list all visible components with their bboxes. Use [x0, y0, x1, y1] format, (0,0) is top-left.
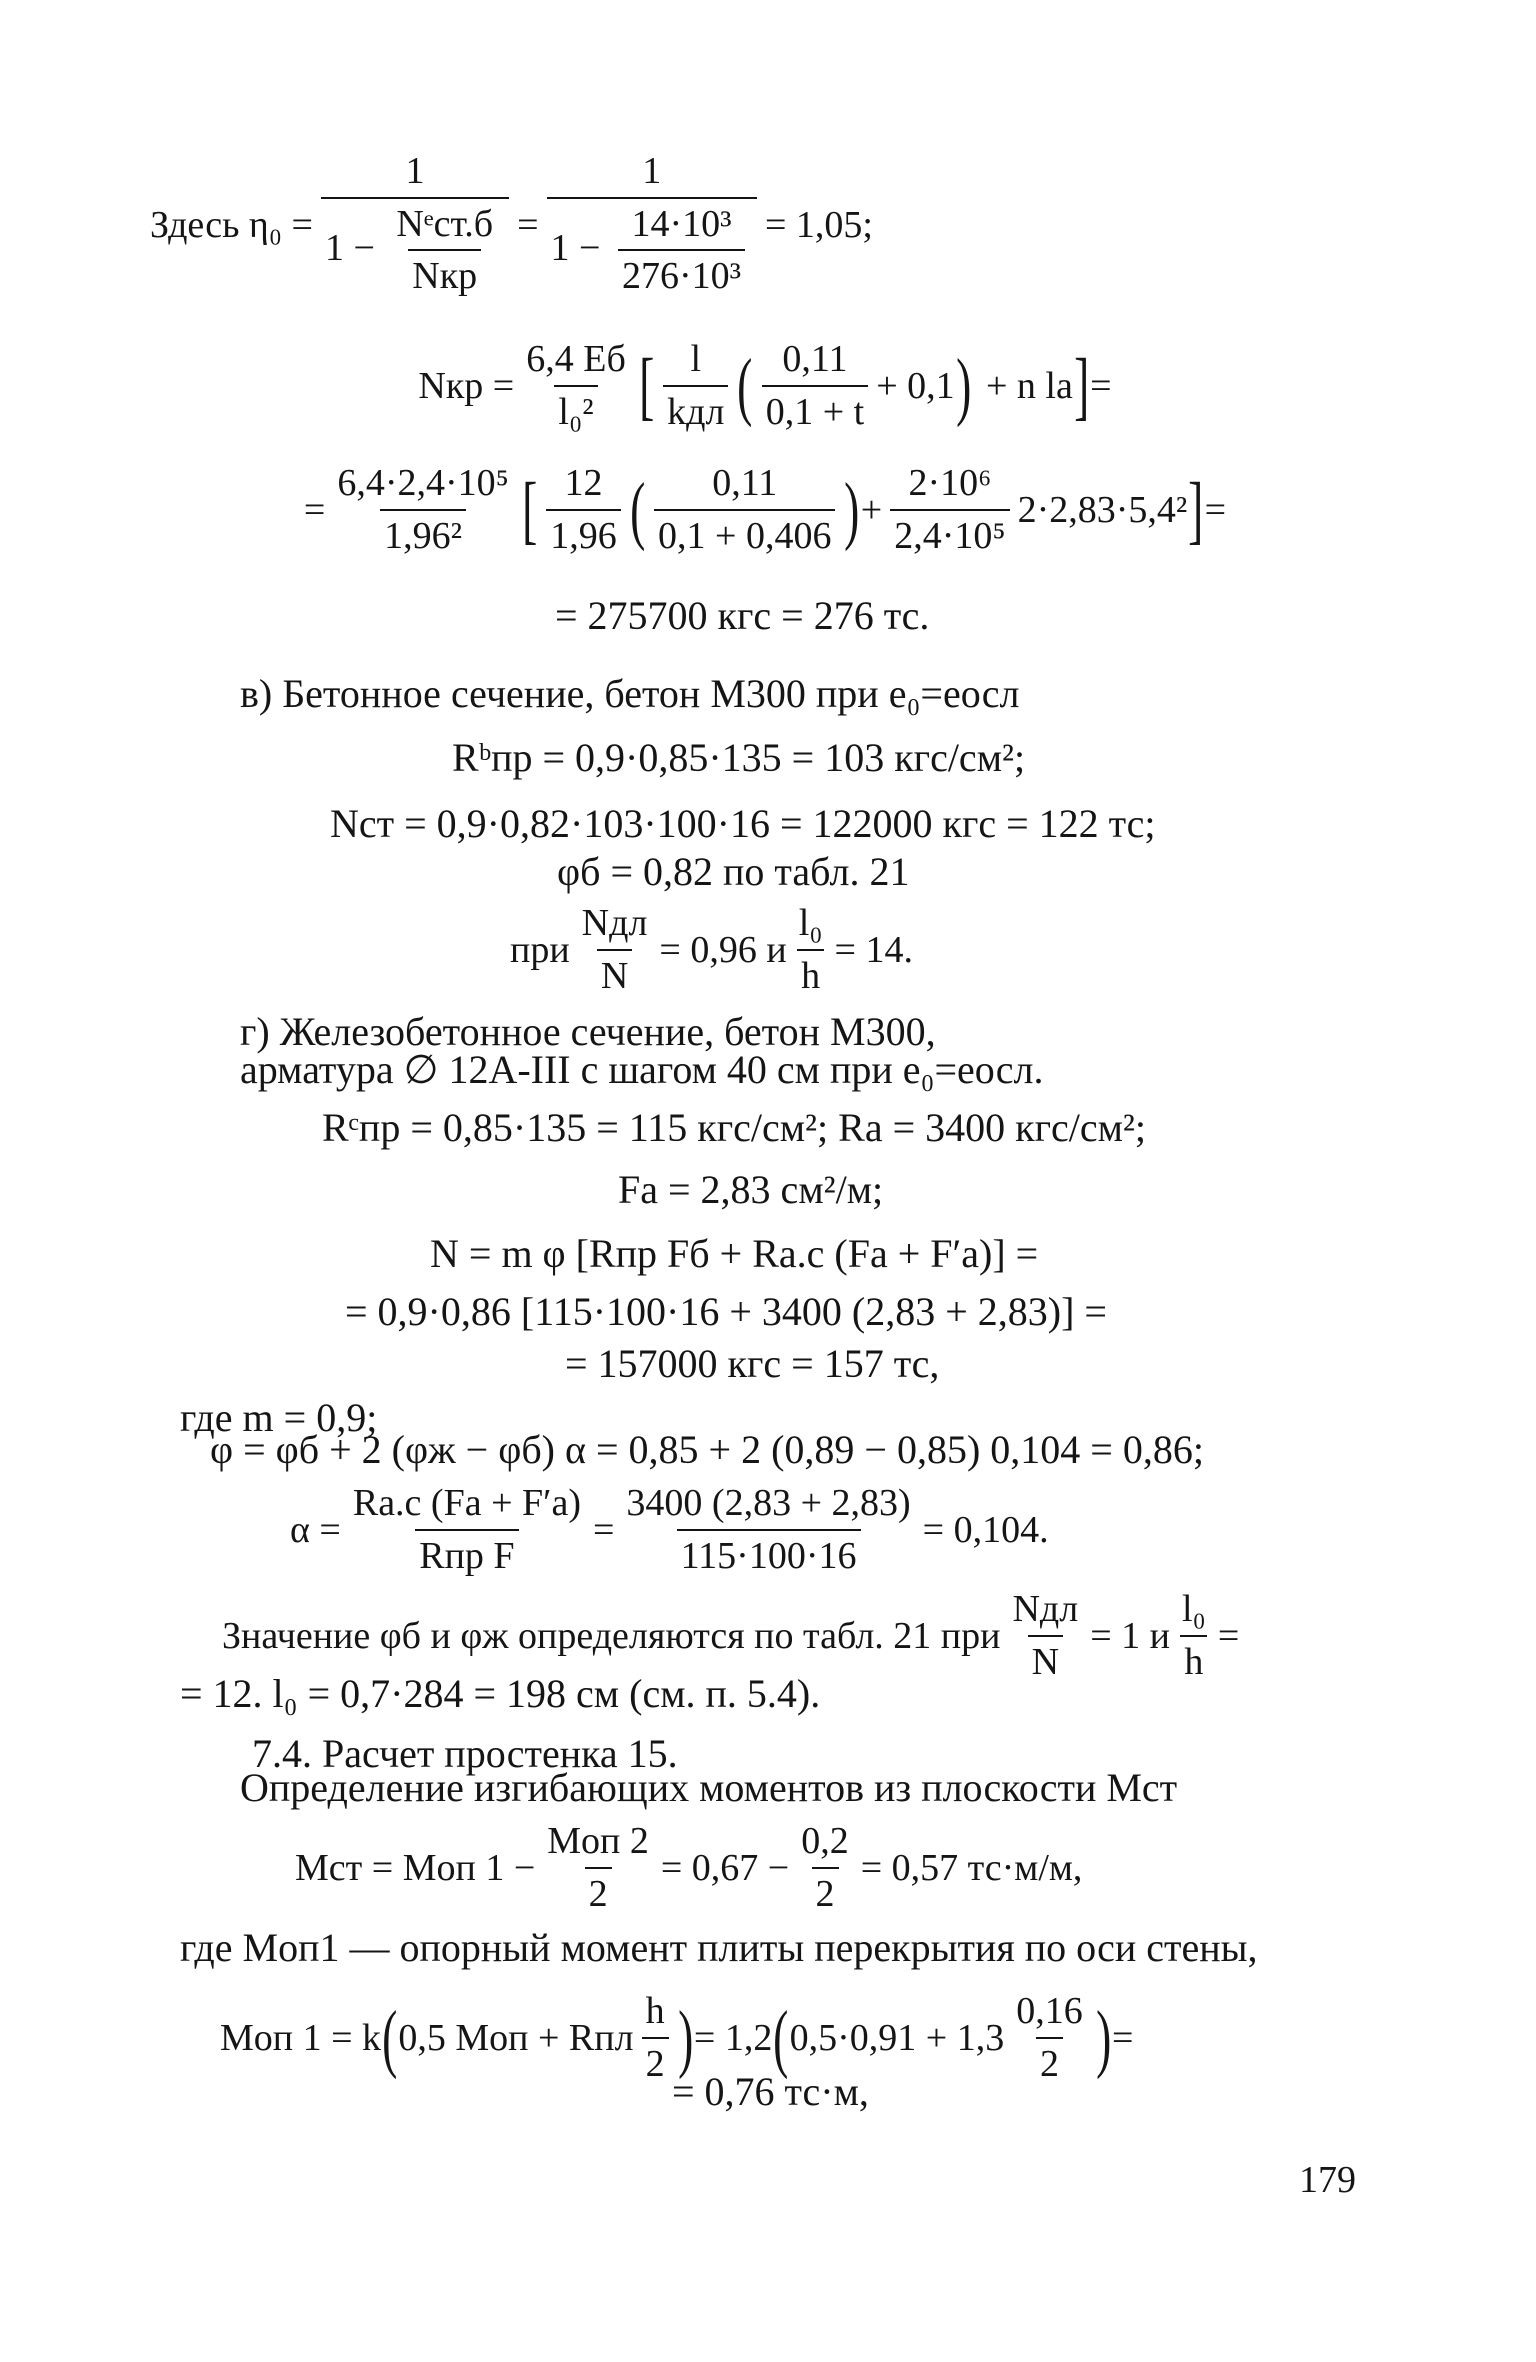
where-mop: где Mоп1 — опорный момент плиты перекрытия по оси стены, [180, 1925, 1258, 1970]
frac-den: h [1180, 1635, 1207, 1685]
frac-den [547, 197, 757, 299]
bracket-right: ] [1073, 343, 1090, 428]
bracket-right: ] [1188, 467, 1204, 552]
equals: = [592, 1509, 615, 1552]
frac-den-text: 1 − [550, 226, 601, 269]
eq-lhs: Mоп 1 = k [220, 2017, 382, 2060]
eq-term: = 0,104. [922, 1509, 1049, 1552]
equals: = [1112, 2017, 1134, 2060]
frac-num: l₀ [798, 902, 823, 944]
eq-eta-frac1 [321, 150, 509, 299]
eq-term: 2·2,83·5,4² [1017, 489, 1188, 532]
eq-term: 0,5 Mоп + Rпл [398, 2017, 634, 2060]
eq-ratio-condition [510, 902, 1110, 998]
eq-phi-b: φб = 0,82 по табл. 21 [557, 849, 910, 894]
paren-right: ) [677, 1995, 693, 2080]
frac-den: Nкр [408, 249, 481, 299]
section-7-4-heading: 7.4. Расчет простенка 15. [252, 1731, 678, 1776]
frac-den-text: 1 − [324, 226, 375, 269]
eq-eta-frac2 [547, 150, 757, 299]
frac-num: 3400 (2,83 + 2,83) [626, 1482, 911, 1524]
nested-frac [392, 203, 497, 299]
plus: + [860, 489, 883, 532]
eq-phi: φ = φб + 2 (φж − φб) α = 0,85 + 2 (0,89 − 0,85) 0,104 = 0,86; [210, 1427, 1204, 1472]
frac-num: Rа.с (Fа + F′а) [352, 1482, 581, 1524]
frac-num: 6,4 Eб [526, 338, 626, 380]
frac-den: kдл [663, 385, 728, 435]
frac-den: 2 [1036, 2037, 1063, 2087]
eq-term: + n lа [985, 365, 1073, 408]
frac [663, 338, 728, 434]
eq-term: + 0,1 [876, 365, 955, 408]
frac [795, 902, 827, 998]
nested-frac [618, 203, 745, 299]
eq-nst: Nст = 0,9·0,82·103·100·16 = 122000 кгс = 122 тс; [330, 801, 1156, 846]
eq-n-formula: N = m φ [Rпр Fб + Rа.с (Fа + F′а)] = [430, 1231, 1039, 1276]
eq-term: = 0,96 и [659, 929, 787, 972]
frac-num: Nᵉст.б [396, 202, 494, 245]
frac-den: 2 [585, 1867, 612, 1917]
frac [890, 462, 1009, 558]
frac [349, 1482, 585, 1578]
frac [654, 462, 835, 558]
eq-lead: при [510, 929, 570, 972]
frac-den: 2,4·10⁵ [890, 509, 1009, 559]
section-g-heading-2: арматура ∅ 12А-III с шагом 40 см при e₀=eосл. [240, 1047, 1044, 1092]
frac [1178, 1588, 1210, 1684]
frac-den: 276·10³ [618, 249, 745, 299]
eq-eta [150, 150, 1380, 299]
eq-l0: = 12. l₀ = 0,7·284 = 198 см (см. п. 5.4). [180, 1671, 821, 1716]
section-v-heading: в) Бетонное сечение, бетон М300 при e₀=eосл [240, 671, 1020, 716]
equals: = [517, 203, 539, 246]
page-number: 179 [1299, 2159, 1356, 2201]
eq-term: = 1 и [1090, 1615, 1170, 1658]
section-7-4-subheading: Определение изгибающих моментов из плоскости Mст [240, 1765, 1178, 1810]
where-m: где m = 0,9; [180, 1395, 378, 1440]
equals: = [1204, 489, 1227, 532]
eq-lhs: Mст = Mоп 1 − [295, 1847, 536, 1890]
frac-num: 1 [405, 150, 425, 192]
eq-ncr-numeric [170, 462, 1360, 558]
frac-den: h [797, 949, 824, 999]
frac-num: 0,2 [801, 1820, 849, 1862]
eq-term: = 0,67 − [660, 1847, 790, 1890]
eq-mop1-result: = 0,76 тс·м, [672, 2069, 869, 2114]
frac-den: 1,96 [546, 509, 621, 559]
bracket-left: [ [638, 343, 655, 428]
eq-alpha [290, 1482, 1290, 1578]
frac-den: Rпр F [415, 1529, 518, 1579]
frac [1012, 1990, 1087, 2086]
frac-num: Nдл [1012, 1588, 1079, 1630]
frac-num: l [690, 338, 702, 380]
frac-den: N [597, 949, 632, 999]
eq-lhs: Nкр = [418, 365, 515, 408]
frac-num: 0,16 [1016, 1990, 1083, 2032]
eq-lhs: α = [290, 1509, 341, 1552]
frac-den: 2 [642, 2037, 669, 2087]
frac-num: 1 [642, 150, 662, 192]
frac-den: 115·100·16 [677, 1529, 861, 1579]
frac [1008, 1588, 1082, 1684]
frac-num: Nдл [581, 902, 648, 944]
frac-den: 1,96² [380, 509, 466, 559]
paren-left: ( [773, 1995, 789, 2080]
frac-num: 12 [564, 462, 603, 504]
eq-term: = 1,2 [693, 2017, 773, 2060]
paren-right: ) [955, 343, 971, 428]
frac [543, 1820, 653, 1916]
frac-num: h [645, 1990, 665, 2032]
frac [622, 1482, 914, 1578]
eq-mst [295, 1820, 1295, 1916]
frac-num: 0,11 [712, 462, 778, 504]
eq-n-numeric: = 0,9·0,86 [115·100·16 + 3400 (2,83 + 2,83)] = [345, 1289, 1107, 1334]
frac [578, 902, 652, 998]
frac-den: 0,1 + t [762, 385, 869, 435]
frac-den [321, 197, 509, 299]
eq-term: = 0,57 тс·м/м, [860, 1847, 1083, 1890]
frac-den: 2 [812, 1867, 839, 1917]
eq-n-result: = 157000 кгс = 157 тс, [565, 1341, 940, 1386]
frac-num: l₀ [1182, 1588, 1206, 1630]
frac-num: Mоп 2 [547, 1820, 649, 1862]
frac-num: 0,11 [782, 338, 848, 380]
frac-den: N [1028, 1635, 1063, 1685]
section-g-heading: г) Железобетонное сечение, бетон М300, [240, 1009, 936, 1054]
paren-right: ) [1095, 1995, 1111, 2080]
eq-term: 0,5·0,91 + 1,3 [789, 2017, 1005, 2060]
frac [797, 1820, 853, 1916]
frac-num: 6,4·2,4·10⁵ [337, 462, 509, 504]
frac [546, 462, 621, 558]
frac-num: 14·10³ [631, 202, 732, 245]
eq-ncr-result: = 275700 кгс = 276 тс. [555, 593, 930, 638]
paren-left: ( [737, 343, 753, 428]
eq-rpr-b: Rᵇпр = 0,9·0,85·135 = 103 кгс/см²; [452, 735, 1026, 780]
eq-term: = 14. [834, 929, 913, 972]
paren-left: ( [382, 1995, 398, 2080]
eq-term: = [1217, 1615, 1240, 1658]
frac-den: l₀² [554, 385, 597, 435]
paren-left: ( [629, 467, 645, 552]
frac [333, 462, 513, 558]
frac-num: 2·10⁶ [908, 462, 992, 504]
paren-right: ) [844, 467, 860, 552]
eq-eta-result: = 1,05; [764, 203, 873, 246]
eq-eta-lead: Здесь η₀ = [150, 203, 313, 246]
frac [762, 338, 869, 434]
note-text: Значение φб и φж определяются по табл. 21 при [222, 1615, 1001, 1658]
eq-ncr-formula [150, 338, 1380, 434]
frac [522, 338, 630, 434]
bracket-left: [ [521, 467, 538, 552]
equals: = [1090, 365, 1112, 408]
eq-rpr-zh: Rᶜпр = 0,85·135 = 115 кгс/см²; Rа = 3400 кгс/см²; [322, 1105, 1147, 1150]
eq-fa: Fа = 2,83 см²/м; [618, 1167, 884, 1212]
frac [642, 1990, 669, 2086]
frac-den: 0,1 + 0,406 [654, 509, 835, 559]
equals: = [303, 489, 326, 532]
